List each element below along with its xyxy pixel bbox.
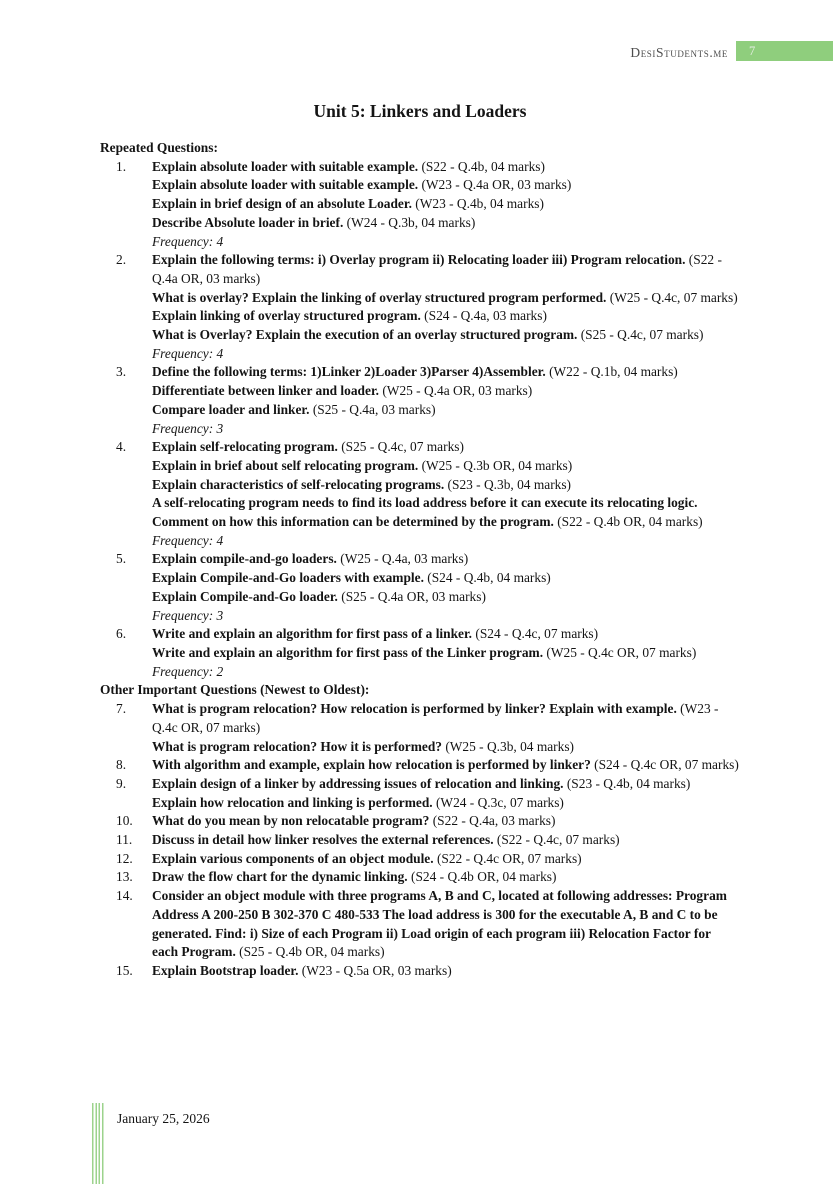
question-ref: (W25 - Q.4c, 07 marks) [606, 289, 738, 305]
question-item [100, 887, 740, 962]
question-number: 1. [116, 158, 127, 174]
question-number: 3. [116, 364, 127, 380]
question-text: Explain Bootstrap loader. [152, 962, 299, 978]
question-line [152, 476, 740, 495]
question-ref: (S22 - Q.4a OR, 03 marks) [152, 252, 722, 286]
question-item [100, 775, 740, 812]
question-number: 13. [116, 869, 133, 885]
question-text: Compare loader and linker. [152, 401, 310, 417]
question-text: Explain absolute loader with suitable example. [152, 158, 419, 174]
question-line [152, 307, 740, 326]
question-line [152, 158, 740, 177]
question-frequency: Frequency: 3 [152, 420, 224, 436]
question-ref: (W25 - Q.4c OR, 07 marks) [543, 644, 697, 660]
question-number: 14. [116, 888, 133, 904]
footer-accent-lines [92, 1103, 105, 1184]
question-number: 5. [116, 551, 127, 567]
question-number: 6. [116, 626, 127, 642]
question-ref: (W25 - Q.4a OR, 03 marks) [379, 383, 533, 399]
question-line [152, 195, 740, 214]
question-ref: (S25 - Q.4c, 07 marks) [337, 439, 464, 455]
question-ref: (S24 - Q.4c, 07 marks) [472, 626, 599, 642]
question-text: Explain absolute loader with suitable example. [152, 177, 419, 193]
question-ref: (S25 - Q.4a, 03 marks) [309, 401, 436, 417]
question-line [152, 588, 740, 607]
question-content [152, 850, 740, 869]
question-text: Draw the flow chart for the dynamic linking. [152, 869, 408, 885]
question-line [152, 850, 740, 869]
question-content [152, 625, 740, 681]
question-item [100, 158, 740, 252]
question-ref: (W23 - Q.4b, 04 marks) [411, 196, 544, 212]
question-line [152, 700, 740, 737]
question-item [100, 756, 740, 775]
question-text: Explain characteristics of self-relocating programs. [152, 476, 445, 492]
question-sections [100, 139, 740, 981]
question-text: Explain self-relocating program. [152, 439, 338, 455]
question-text: With algorithm and example, explain how relocation is performed by linker? [152, 757, 591, 773]
question-text: Explain compile-and-go loaders. [152, 551, 337, 567]
question-ref: (S24 - Q.4b OR, 04 marks) [407, 869, 557, 885]
question-item [100, 700, 740, 756]
question-ref: (W25 - Q.3b, 04 marks) [441, 738, 575, 754]
question-ref: (S22 - Q.4b, 04 marks) [418, 158, 545, 174]
question-content [152, 812, 740, 831]
question-text: Describe Absolute loader in brief. [152, 214, 344, 230]
question-text: Consider an object module with three programs A, B and C, located at following addresses: Program Address A 200-250 B 302-370 C 480-533 The load address is 300 for the executable A, B and C to be generated. Find: i) Size of each Program ii) Load origin of each program iii) Relocation Factor for each Program. [152, 888, 727, 960]
question-item [100, 962, 740, 981]
question-frequency: Frequency: 4 [152, 532, 224, 548]
question-line [152, 887, 740, 962]
question-text: What is program relocation? How relocation is performed by linker? Explain with example. [152, 701, 677, 717]
question-line [152, 738, 740, 757]
question-line [152, 326, 740, 345]
question-ref: (S25 - Q.4b OR, 04 marks) [235, 944, 385, 960]
question-item [100, 251, 740, 363]
question-line [152, 831, 740, 850]
question-text: What is overlay? Explain the linking of overlay structured program performed. [152, 289, 607, 305]
question-content [152, 550, 740, 625]
footer-date: January 25, 2026 [117, 1111, 210, 1126]
question-ref: (W23 - Q.4c OR, 07 marks) [152, 701, 719, 735]
question-item [100, 438, 740, 550]
question-item [100, 850, 740, 869]
question-text: Explain in brief about self relocating program. [152, 457, 419, 473]
question-text: Define the following terms: 1)Linker 2)Loader 3)Parser 4)Assembler. [152, 364, 546, 380]
question-frequency: Frequency: 4 [152, 233, 224, 249]
question-ref: (S24 - Q.4a, 03 marks) [420, 308, 547, 324]
question-content [152, 831, 740, 850]
question-ref: (W22 - Q.1b, 04 marks) [545, 364, 678, 380]
question-ref: (S24 - Q.4c OR, 07 marks) [590, 757, 739, 773]
question-line [152, 569, 740, 588]
question-line [152, 457, 740, 476]
question-content [152, 363, 740, 438]
question-content [152, 756, 740, 775]
question-frequency: Frequency: 3 [152, 607, 224, 623]
question-line [152, 756, 740, 775]
question-text: Explain design of a linker by addressing issues of relocation and linking. [152, 775, 564, 791]
question-number: 7. [116, 701, 127, 717]
question-line [152, 812, 740, 831]
question-line [152, 494, 740, 531]
question-item [100, 625, 740, 681]
question-text: What is Overlay? Explain the execution of an overlay structured program. [152, 327, 578, 343]
question-text: Explain the following terms: i) Overlay program ii) Relocating loader iii) Program relocation. [152, 252, 686, 268]
question-line [152, 438, 740, 457]
question-line [152, 214, 740, 233]
question-ref: (S24 - Q.4b, 04 marks) [423, 570, 551, 586]
question-ref: (S25 - Q.4c, 07 marks) [577, 327, 704, 343]
question-number: 15. [116, 962, 133, 978]
question-text: Write and explain an algorithm for first pass of the Linker program. [152, 644, 544, 660]
question-ref: (W25 - Q.4a, 03 marks) [336, 551, 469, 567]
question-text: What do you mean by non relocatable program? [152, 813, 430, 829]
question-content [152, 158, 740, 252]
question-ref: (S23 - Q.4b, 04 marks) [563, 775, 691, 791]
question-item [100, 831, 740, 850]
question-ref: (S22 - Q.4c OR, 07 marks) [433, 850, 582, 866]
section-heading: Other Important Questions (Newest to Oldest): [100, 682, 370, 698]
question-content [152, 251, 740, 363]
question-number: 11. [116, 832, 133, 848]
question-line [152, 625, 740, 644]
question-text: Explain Compile-and-Go loader. [152, 588, 338, 604]
question-item [100, 550, 740, 625]
question-line [152, 289, 740, 308]
question-line [152, 644, 740, 663]
page-number: 7 [749, 44, 756, 58]
question-text: Discuss in detail how linker resolves the external references. [152, 832, 494, 848]
question-number: 4. [116, 439, 127, 455]
question-content [152, 868, 740, 887]
question-text: A self-relocating program needs to find its load address before it can execute its relocating logic. Comment on how this information can be determined by the program. [152, 495, 698, 530]
question-line [152, 794, 740, 813]
page-title: Unit 5: Linkers and Loaders [313, 101, 527, 121]
page-number-badge [736, 41, 833, 61]
question-line [152, 550, 740, 569]
question-content [152, 700, 740, 756]
question-frequency: Frequency: 4 [152, 345, 224, 361]
question-text: Explain Compile-and-Go loaders with example. [152, 570, 424, 586]
question-text: Explain linking of overlay structured program. [152, 308, 421, 324]
question-number: 12. [116, 850, 133, 866]
question-ref: (W23 - Q.4a OR, 03 marks) [418, 177, 572, 193]
question-text: What is program relocation? How it is performed? [152, 738, 442, 754]
question-number: 10. [116, 813, 133, 829]
question-number: 9. [116, 775, 127, 791]
question-content [152, 962, 740, 981]
question-content [152, 887, 740, 962]
question-content [152, 438, 740, 550]
site-brand: DesiStudents.me [630, 45, 728, 60]
question-frequency: Frequency: 2 [152, 663, 224, 679]
question-ref: (W24 - Q.3b, 04 marks) [343, 214, 476, 230]
question-line [152, 251, 740, 288]
question-item [100, 868, 740, 887]
question-ref: (S22 - Q.4b OR, 04 marks) [553, 514, 703, 530]
question-text: Explain how relocation and linking is performed. [152, 794, 433, 810]
question-line [152, 382, 740, 401]
question-ref: (W23 - Q.5a OR, 03 marks) [298, 962, 452, 978]
question-line [152, 401, 740, 420]
question-ref: (W24 - Q.3c, 07 marks) [432, 794, 564, 810]
question-line [152, 962, 740, 981]
question-item [100, 812, 740, 831]
question-ref: (S25 - Q.4a OR, 03 marks) [337, 588, 486, 604]
section-heading: Repeated Questions: [100, 140, 218, 155]
question-number: 2. [116, 252, 127, 268]
question-item [100, 363, 740, 438]
question-ref: (S22 - Q.4c, 07 marks) [493, 832, 620, 848]
question-line [152, 176, 740, 195]
question-text: Explain various components of an object module. [152, 850, 434, 866]
question-text: Write and explain an algorithm for first pass of a linker. [152, 626, 473, 642]
question-line [152, 868, 740, 887]
question-ref: (S22 - Q.4a, 03 marks) [429, 813, 556, 829]
question-text: Explain in brief design of an absolute Loader. [152, 196, 412, 212]
question-number: 8. [116, 757, 127, 773]
question-ref: (W25 - Q.3b OR, 04 marks) [418, 457, 573, 473]
question-content [152, 775, 740, 812]
question-line [152, 775, 740, 794]
question-line [152, 363, 740, 382]
question-text: Differentiate between linker and loader. [152, 383, 379, 399]
question-ref: (S23 - Q.3b, 04 marks) [444, 476, 572, 492]
